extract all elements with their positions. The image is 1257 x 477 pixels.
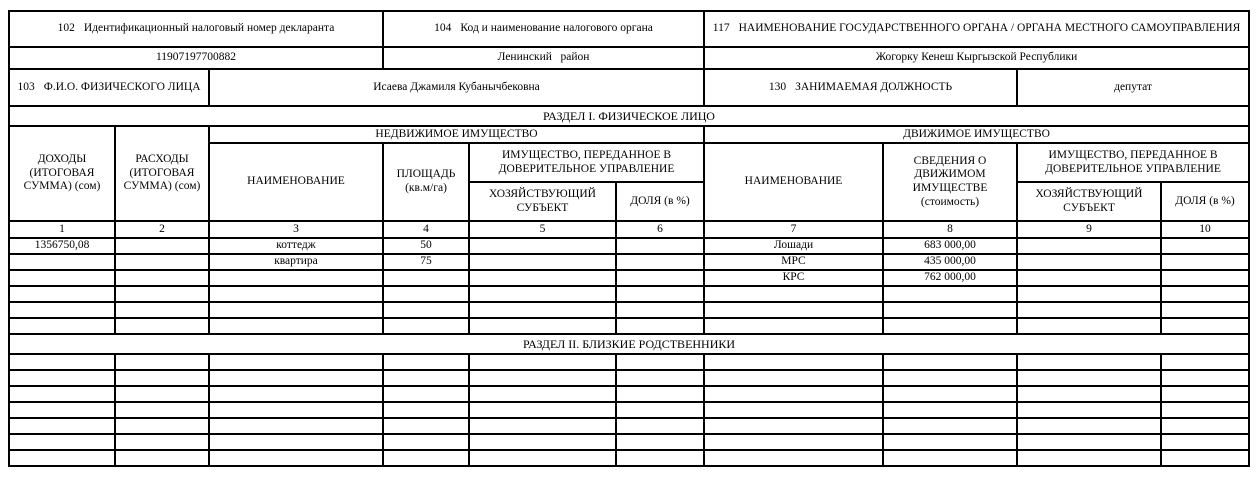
section1-row-1 bbox=[9, 238, 1249, 254]
form-header-block bbox=[9, 11, 1249, 106]
field-102-value: 11907197700882 bbox=[9, 47, 383, 69]
column-number-2: 2 bbox=[115, 221, 209, 238]
section1-cell-r4-c10 bbox=[1161, 286, 1249, 302]
field-130-value: депутат bbox=[1017, 69, 1249, 106]
section2-cell-r6-c6 bbox=[616, 434, 704, 450]
section2-cell-r3-c9 bbox=[1017, 386, 1161, 402]
col-name-movable-header: НАИМЕНОВАНИЕ bbox=[704, 143, 883, 221]
section1-cell-r3-c7: КРС bbox=[704, 270, 883, 286]
col-share-movable-header: ДОЛЯ (в %) bbox=[1161, 182, 1249, 221]
section1-cell-r3-c2 bbox=[115, 270, 209, 286]
field-117-code: 117 bbox=[712, 22, 730, 35]
section1-cell-r4-c4 bbox=[383, 286, 469, 302]
section2-cell-r4-c2 bbox=[115, 402, 209, 418]
section1-cell-r3-c8: 762 000,00 bbox=[883, 270, 1017, 286]
section2-cell-r4-c10 bbox=[1161, 402, 1249, 418]
section2-row-1 bbox=[9, 354, 1249, 370]
section1-cell-r5-c5 bbox=[469, 302, 616, 318]
form-header-row-values bbox=[9, 47, 1249, 69]
section2-cell-r6-c2 bbox=[115, 434, 209, 450]
section2-cell-r5-c9 bbox=[1017, 418, 1161, 434]
section2-cell-r2-c4 bbox=[383, 370, 469, 386]
section2-cell-r7-c5 bbox=[469, 450, 616, 466]
col-expenses-header: РАСХОДЫ (ИТОГОВАЯ СУММА) (сом) bbox=[115, 126, 209, 221]
section2-cell-r4-c6 bbox=[616, 402, 704, 418]
section1-cell-r6-c10 bbox=[1161, 318, 1249, 334]
field-102-label-cell bbox=[9, 11, 383, 47]
section1-cell-r6-c7 bbox=[704, 318, 883, 334]
section2-cell-r7-c7 bbox=[704, 450, 883, 466]
section2-cell-r7-c6 bbox=[616, 450, 704, 466]
section1-cell-r6-c9 bbox=[1017, 318, 1161, 334]
section2-cell-r3-c4 bbox=[383, 386, 469, 402]
section2-cell-r1-c1 bbox=[9, 354, 115, 370]
trust-immovable-header: ИМУЩЕСТВО, ПЕРЕДАННОЕ В ДОВЕРИТЕЛЬНОЕ УПРАВЛЕНИЕ bbox=[469, 143, 704, 182]
section1-cell-r2-c8: 435 000,00 bbox=[883, 254, 1017, 270]
section2-cell-r5-c1 bbox=[9, 418, 115, 434]
section1-cell-r4-c1 bbox=[9, 286, 115, 302]
column-number-10: 10 bbox=[1161, 221, 1249, 238]
field-104-label: Код и наименование налогового органа bbox=[460, 22, 653, 35]
section2-cell-r4-c4 bbox=[383, 402, 469, 418]
section2-cell-r4-c7 bbox=[704, 402, 883, 418]
group-header-row bbox=[9, 126, 1249, 143]
col-area-header: ПЛОЩАДЬ (кв.м/га) bbox=[383, 143, 469, 221]
field-103-label-cell bbox=[9, 69, 209, 106]
section2-cell-r1-c9 bbox=[1017, 354, 1161, 370]
section2-cell-r5-c8 bbox=[883, 418, 1017, 434]
section1-cell-r3-c4 bbox=[383, 270, 469, 286]
section2-cell-r1-c2 bbox=[115, 354, 209, 370]
section2-cell-r2-c9 bbox=[1017, 370, 1161, 386]
section2-cell-r4-c1 bbox=[9, 402, 115, 418]
section2-cell-r7-c8 bbox=[883, 450, 1017, 466]
declaration-document bbox=[0, 10, 1257, 477]
section1-cell-r1-c5 bbox=[469, 238, 616, 254]
section2-cell-r2-c6 bbox=[616, 370, 704, 386]
section1-cell-r2-c2 bbox=[115, 254, 209, 270]
section1-cell-r1-c9 bbox=[1017, 238, 1161, 254]
field-104-value: Ленинский район bbox=[383, 47, 704, 69]
section1-cell-r4-c3 bbox=[209, 286, 383, 302]
section2-cell-r1-c5 bbox=[469, 354, 616, 370]
section1-cell-r6-c5 bbox=[469, 318, 616, 334]
field-130-code: 130 bbox=[768, 80, 787, 93]
section1-cell-r4-c7 bbox=[704, 286, 883, 302]
section1-cell-r6-c4 bbox=[383, 318, 469, 334]
section2-cell-r4-c3 bbox=[209, 402, 383, 418]
section1-cell-r2-c4: 75 bbox=[383, 254, 469, 270]
section2-rows bbox=[9, 354, 1249, 466]
col-income-header: ДОХОДЫ (ИТОГОВАЯ СУММА) (сом) bbox=[9, 126, 115, 221]
section2-cell-r7-c3 bbox=[209, 450, 383, 466]
section2-header-block bbox=[9, 334, 1249, 354]
col-movable-info-header: СВЕДЕНИЯ О ДВИЖИМОМ ИМУЩЕСТВЕ (стоимость) bbox=[883, 143, 1017, 221]
section2-cell-r2-c5 bbox=[469, 370, 616, 386]
column-number-4: 4 bbox=[383, 221, 469, 238]
declaration-table bbox=[8, 10, 1250, 467]
section1-cell-r5-c4 bbox=[383, 302, 469, 318]
section1-cell-r2-c9 bbox=[1017, 254, 1161, 270]
section2-cell-r7-c2 bbox=[115, 450, 209, 466]
section1-cell-r3-c10 bbox=[1161, 270, 1249, 286]
section2-row-2 bbox=[9, 370, 1249, 386]
field-103-label: Ф.И.О. ФИЗИЧЕСКОГО ЛИЦА bbox=[43, 80, 201, 93]
section1-cell-r3-c1 bbox=[9, 270, 115, 286]
section2-cell-r5-c6 bbox=[616, 418, 704, 434]
section2-cell-r6-c8 bbox=[883, 434, 1017, 450]
section1-cell-r1-c4: 50 bbox=[383, 238, 469, 254]
section2-cell-r3-c1 bbox=[9, 386, 115, 402]
section1-cell-r1-c7: Лошади bbox=[704, 238, 883, 254]
column-number-8: 8 bbox=[883, 221, 1017, 238]
section1-cell-r4-c5 bbox=[469, 286, 616, 302]
column-number-7: 7 bbox=[704, 221, 883, 238]
field-104-code: 104 bbox=[434, 22, 452, 35]
section2-cell-r3-c2 bbox=[115, 386, 209, 402]
section1-cell-r2-c1 bbox=[9, 254, 115, 270]
section2-cell-r1-c8 bbox=[883, 354, 1017, 370]
section2-cell-r3-c6 bbox=[616, 386, 704, 402]
section1-title: РАЗДЕЛ I. ФИЗИЧЕСКОЕ ЛИЦО bbox=[9, 106, 1249, 126]
section2-cell-r5-c7 bbox=[704, 418, 883, 434]
section2-cell-r3-c10 bbox=[1161, 386, 1249, 402]
section1-cell-r1-c3: коттедж bbox=[209, 238, 383, 254]
section2-cell-r7-c10 bbox=[1161, 450, 1249, 466]
section1-cell-r3-c9 bbox=[1017, 270, 1161, 286]
section1-cell-r1-c2 bbox=[115, 238, 209, 254]
section2-cell-r6-c4 bbox=[383, 434, 469, 450]
group-movable-header: ДВИЖИМОЕ ИМУЩЕСТВО bbox=[704, 126, 1249, 143]
section1-cell-r4-c6 bbox=[616, 286, 704, 302]
section1-cell-r5-c1 bbox=[9, 302, 115, 318]
section2-row-7 bbox=[9, 450, 1249, 466]
section1-cell-r6-c2 bbox=[115, 318, 209, 334]
section2-cell-r5-c2 bbox=[115, 418, 209, 434]
section2-cell-r7-c9 bbox=[1017, 450, 1161, 466]
section2-cell-r6-c3 bbox=[209, 434, 383, 450]
section1-cell-r5-c2 bbox=[115, 302, 209, 318]
form-header-row-person bbox=[9, 69, 1249, 106]
section1-cell-r2-c6 bbox=[616, 254, 704, 270]
section1-cell-r2-c5 bbox=[469, 254, 616, 270]
column-number-3: 3 bbox=[209, 221, 383, 238]
group-immovable-header: НЕДВИЖИМОЕ ИМУЩЕСТВО bbox=[209, 126, 704, 143]
section2-cell-r6-c5 bbox=[469, 434, 616, 450]
column-number-9: 9 bbox=[1017, 221, 1161, 238]
field-103-value: Исаева Джамиля Кубанычбековна bbox=[209, 69, 704, 106]
section2-row-5 bbox=[9, 418, 1249, 434]
section2-cell-r3-c7 bbox=[704, 386, 883, 402]
section1-row-4 bbox=[9, 286, 1249, 302]
section2-cell-r1-c4 bbox=[383, 354, 469, 370]
column-number-row bbox=[9, 221, 1249, 238]
section1-rows bbox=[9, 238, 1249, 334]
field-104-label-cell bbox=[383, 11, 704, 47]
section2-cell-r5-c4 bbox=[383, 418, 469, 434]
section1-title-row bbox=[9, 106, 1249, 126]
section1-cell-r1-c1: 1356750,08 bbox=[9, 238, 115, 254]
field-117-label-cell bbox=[704, 11, 1249, 47]
section2-cell-r7-c4 bbox=[383, 450, 469, 466]
section2-cell-r6-c7 bbox=[704, 434, 883, 450]
section1-cell-r5-c7 bbox=[704, 302, 883, 318]
section1-cell-r3-c5 bbox=[469, 270, 616, 286]
section1-cell-r6-c1 bbox=[9, 318, 115, 334]
section1-row-3 bbox=[9, 270, 1249, 286]
section1-cell-r4-c9 bbox=[1017, 286, 1161, 302]
field-130-label: ЗАНИМАЕМАЯ ДОЛЖНОСТЬ bbox=[795, 80, 953, 93]
section2-cell-r6-c9 bbox=[1017, 434, 1161, 450]
section1-row-5 bbox=[9, 302, 1249, 318]
section2-cell-r3-c3 bbox=[209, 386, 383, 402]
col-entity-immovable-header: ХОЗЯЙСТВУЮЩИЙ СУБЪЕКТ bbox=[469, 182, 616, 221]
section2-title: РАЗДЕЛ II. БЛИЗКИЕ РОДСТВЕННИКИ bbox=[9, 334, 1249, 354]
section1-cell-r5-c3 bbox=[209, 302, 383, 318]
section1-cell-r4-c8 bbox=[883, 286, 1017, 302]
section1-cell-r2-c7: МРС bbox=[704, 254, 883, 270]
section1-row-2 bbox=[9, 254, 1249, 270]
col-entity-movable-header: ХОЗЯЙСТВУЮЩИЙ СУБЪЕКТ bbox=[1017, 182, 1161, 221]
section2-cell-r2-c2 bbox=[115, 370, 209, 386]
section2-cell-r1-c10 bbox=[1161, 354, 1249, 370]
section1-cell-r5-c10 bbox=[1161, 302, 1249, 318]
section2-title-row bbox=[9, 334, 1249, 354]
field-102-code: 102 bbox=[57, 22, 75, 35]
section1-cell-r6-c3 bbox=[209, 318, 383, 334]
section2-cell-r2-c7 bbox=[704, 370, 883, 386]
section1-cell-r5-c6 bbox=[616, 302, 704, 318]
section2-cell-r7-c1 bbox=[9, 450, 115, 466]
column-number-6: 6 bbox=[616, 221, 704, 238]
section2-cell-r5-c3 bbox=[209, 418, 383, 434]
section1-cell-r5-c8 bbox=[883, 302, 1017, 318]
section1-cell-r2-c3: квартира bbox=[209, 254, 383, 270]
section2-cell-r4-c5 bbox=[469, 402, 616, 418]
field-117-label: НАИМЕНОВАНИЕ ГОСУДАРСТВЕННОГО ОРГАНА / ОРГАНА МЕСТНОГО САМОУПРАВЛЕНИЯ bbox=[738, 22, 1241, 35]
section1-cell-r2-c10 bbox=[1161, 254, 1249, 270]
section2-cell-r2-c10 bbox=[1161, 370, 1249, 386]
column-number-5: 5 bbox=[469, 221, 616, 238]
section1-cell-r1-c8: 683 000,00 bbox=[883, 238, 1017, 254]
section2-cell-r5-c10 bbox=[1161, 418, 1249, 434]
col-name-immovable-header: НАИМЕНОВАНИЕ bbox=[209, 143, 383, 221]
section2-cell-r5-c5 bbox=[469, 418, 616, 434]
form-header-row-labels bbox=[9, 11, 1249, 47]
section2-row-6 bbox=[9, 434, 1249, 450]
section1-cell-r6-c6 bbox=[616, 318, 704, 334]
section2-cell-r2-c3 bbox=[209, 370, 383, 386]
column-number-1: 1 bbox=[9, 221, 115, 238]
section2-cell-r4-c9 bbox=[1017, 402, 1161, 418]
field-117-value: Жогорку Кенеш Кыргызской Республики bbox=[704, 47, 1249, 69]
section2-cell-r6-c10 bbox=[1161, 434, 1249, 450]
section2-cell-r1-c6 bbox=[616, 354, 704, 370]
section1-cell-r1-c6 bbox=[616, 238, 704, 254]
col-share-immovable-header: ДОЛЯ (в %) bbox=[616, 182, 704, 221]
section1-cell-r3-c6 bbox=[616, 270, 704, 286]
trust-movable-header: ИМУЩЕСТВО, ПЕРЕДАННОЕ В ДОВЕРИТЕЛЬНОЕ УПРАВЛЕНИЕ bbox=[1017, 143, 1249, 182]
section1-header-block bbox=[9, 106, 1249, 238]
field-130-label-cell bbox=[704, 69, 1017, 106]
section2-row-4 bbox=[9, 402, 1249, 418]
section1-cell-r3-c3 bbox=[209, 270, 383, 286]
section1-cell-r1-c10 bbox=[1161, 238, 1249, 254]
section1-cell-r6-c8 bbox=[883, 318, 1017, 334]
section1-row-6 bbox=[9, 318, 1249, 334]
section2-cell-r6-c1 bbox=[9, 434, 115, 450]
field-103-code: 103 bbox=[17, 80, 35, 93]
section2-cell-r1-c7 bbox=[704, 354, 883, 370]
section2-cell-r1-c3 bbox=[209, 354, 383, 370]
section1-cell-r4-c2 bbox=[115, 286, 209, 302]
section2-row-3 bbox=[9, 386, 1249, 402]
section2-cell-r2-c1 bbox=[9, 370, 115, 386]
section2-cell-r2-c8 bbox=[883, 370, 1017, 386]
section2-cell-r3-c5 bbox=[469, 386, 616, 402]
section2-cell-r3-c8 bbox=[883, 386, 1017, 402]
field-102-label: Идентификационный налоговый номер декларанта bbox=[83, 22, 335, 35]
section2-cell-r4-c8 bbox=[883, 402, 1017, 418]
section1-cell-r5-c9 bbox=[1017, 302, 1161, 318]
